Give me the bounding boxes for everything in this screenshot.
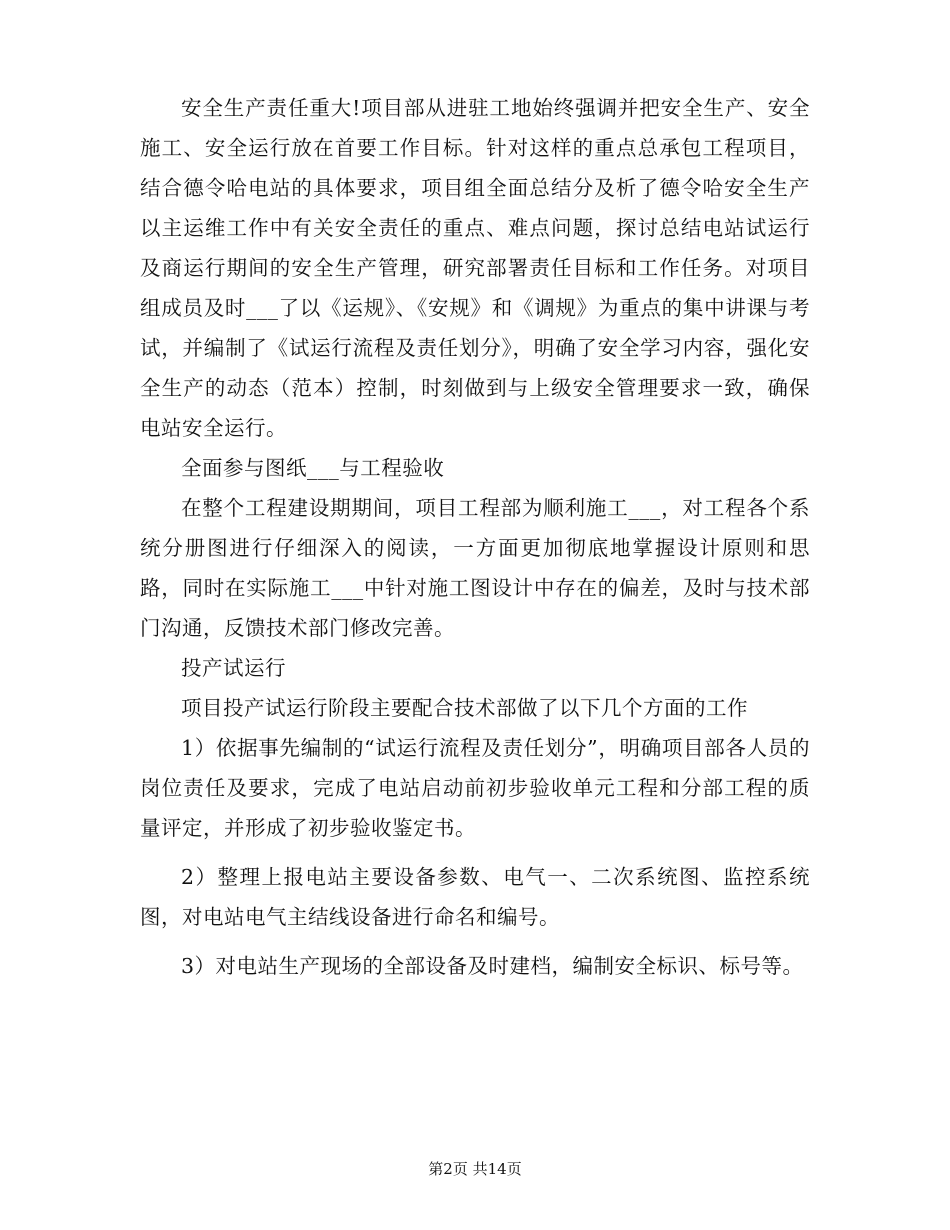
paragraph-trial-operation-intro: 项目投产试运行阶段主要配合技术部做了以下几个方面的工作	[181, 696, 748, 720]
list-item-1: 1）依据事先编制的“试运行流程及责任划分”，明确项目部各人员的岗位责任及要求，完成了电站启动前初步验收单元工程和分部工程的质量评定，并形成了初步验收鉴定书。	[140, 736, 810, 840]
heading-trial-operation: 投产试运行	[181, 656, 286, 680]
paragraph-safety-responsibility: 安全生产责任重大!项目部从进驻工地始终强调并把安全生产、安全施工、安全运行放在首要工作目标。针对这样的重点总承包工程项目，结合德令哈电站的具体要求，项目组全面总结分及析了德令哈安全生产以主运维工作中有关安全责任的重点、难点问题，探讨总结电站试运行及商运行期间的安全生产管理，研究部署责任目标和工作任务。对项目组成员及时___了以《运规》、《安规》和《调规》为重点的集中讲课与考试，并编制了《试运行流程及责任划分》，明确了安全学习内容，强化安全生产的动态（范本）控制，时刻做到与上级安全管理要求一致，确保电站安全运行。	[140, 96, 810, 440]
list-item-3: 3）对电站生产现场的全部设备及时建档，编制安全标识、标号等。	[181, 954, 804, 978]
document-body	[140, 88, 810, 986]
page-number: 第2页 共14页	[428, 1160, 522, 1178]
paragraph-drawing-review: 在整个工程建设期期间，项目工程部为顺利施工___，对工程各个系统分册图进行仔细深入的阅读，一方面更加彻底地掌握设计原则和思路，同时在实际施工___中针对施工图设计中存在的偏差，及时与技术部门沟通，反馈技术部门修改完善。	[140, 496, 810, 640]
heading-drawing-review: 全面参与图纸___与工程验收	[181, 456, 445, 480]
list-item-2: 2）整理上报电站主要设备参数、电气一、二次系统图、监控系统图，对电站电气主结线设备进行命名和编号。	[140, 865, 810, 929]
